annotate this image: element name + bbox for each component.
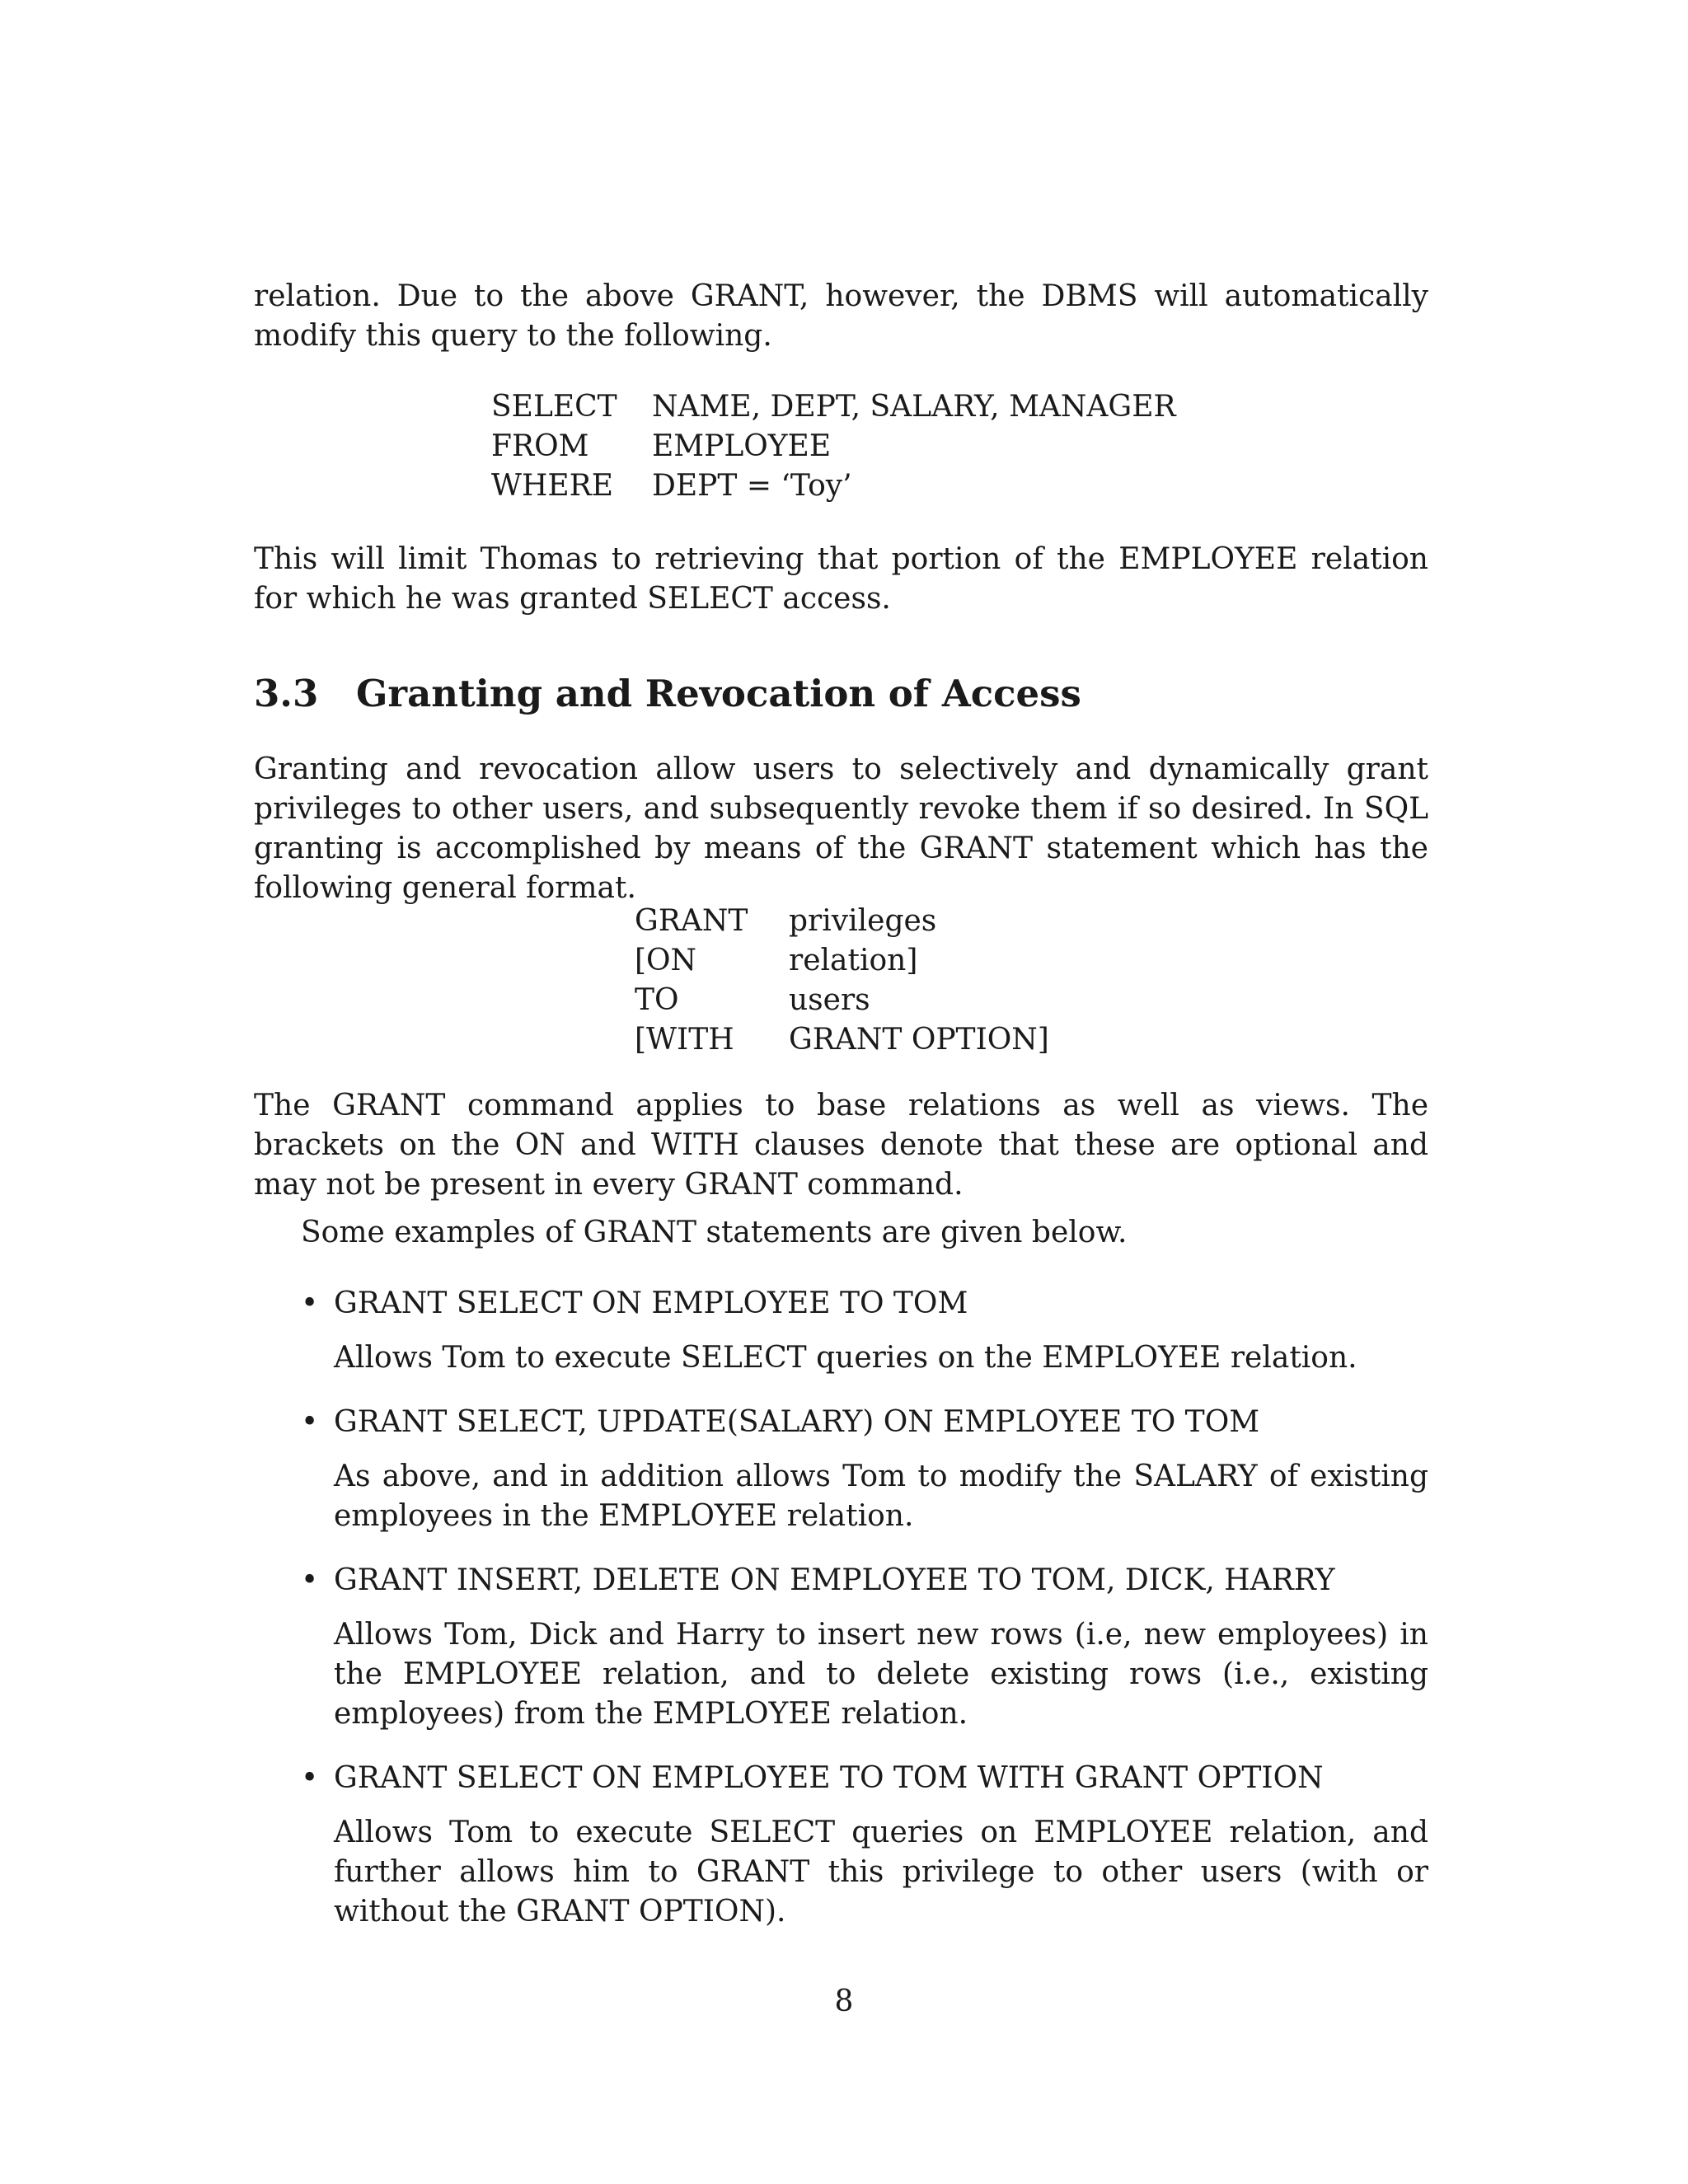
- query-row: [491, 466, 1176, 506]
- grant-format-keyword: GRANT: [635, 904, 748, 938]
- paragraph-intro: relation. Due to the above GRANT, however, the DBMS will automatically modify this query to the following.: [254, 279, 1428, 353]
- bullet-marker: •: [301, 1405, 319, 1439]
- grant-format-row: [635, 902, 1049, 941]
- section-number: 3.3: [254, 672, 319, 715]
- grant-format-argument: GRANT OPTION]: [789, 1023, 1049, 1057]
- grant-format-row: [635, 941, 1049, 981]
- example-command: GRANT SELECT ON EMPLOYEE TO TOM: [334, 1286, 968, 1320]
- query-keyword: WHERE: [491, 469, 614, 503]
- grant-format-argument: privileges: [789, 904, 937, 938]
- query-argument: NAME, DEPT, SALARY, MANAGER: [652, 390, 1176, 424]
- query-keyword: SELECT: [491, 390, 617, 424]
- grant-format-keyword: [WITH: [635, 1023, 734, 1057]
- query-block: [491, 387, 1176, 506]
- bullet-marker: •: [301, 1286, 319, 1320]
- query-argument: DEPT = ‘Toy’: [652, 469, 852, 503]
- section-title: Granting and Revocation of Access: [356, 672, 1081, 715]
- example-description: As above, and in addition allows Tom to modify the SALARY of existing employees in the EMPLOYEE relation.: [334, 1460, 1428, 1533]
- grant-format-row: [635, 1020, 1049, 1060]
- query-keyword: FROM: [491, 429, 589, 463]
- paragraph-granting: Granting and revocation allow users to selectively and dynamically grant privileges to other users, and subsequently revoke them if so desired. In SQL granting is accomplished by means of the GRANT statement which has the following general format.: [254, 752, 1428, 905]
- example-command: GRANT SELECT ON EMPLOYEE TO TOM WITH GRANT OPTION: [334, 1761, 1324, 1795]
- paragraph-limit: This will limit Thomas to retrieving that portion of the EMPLOYEE relation for which he was granted SELECT access.: [254, 542, 1428, 616]
- grant-format-block: [635, 902, 1049, 1060]
- example-description: Allows Tom to execute SELECT queries on EMPLOYEE relation, and further allows him to GRANT this privilege to other users (with or without the GRANT OPTION).: [334, 1816, 1428, 1929]
- example-description: Allows Tom to execute SELECT queries on the EMPLOYEE relation.: [334, 1341, 1357, 1375]
- grant-format-keyword: TO: [635, 983, 679, 1017]
- section-heading: [254, 669, 1081, 719]
- grant-format-keyword: [ON: [635, 944, 697, 977]
- query-row: [491, 427, 1176, 466]
- example-command: GRANT INSERT, DELETE ON EMPLOYEE TO TOM, DICK, HARRY: [334, 1563, 1335, 1597]
- example-command: GRANT SELECT, UPDATE(SALARY) ON EMPLOYEE TO TOM: [334, 1405, 1260, 1439]
- query-row: [491, 387, 1176, 427]
- paragraph-brackets: The GRANT command applies to base relations as well as views. The brackets on the ON and WITH clauses denote that these are optional and may not be present in every GRANT command.: [254, 1089, 1428, 1202]
- grant-format-argument: relation]: [789, 944, 918, 977]
- bullet-marker: •: [301, 1563, 319, 1597]
- paragraph-examples: Some examples of GRANT statements are given below.: [301, 1216, 1128, 1249]
- grant-format-argument: users: [789, 983, 870, 1017]
- page-number: 8: [834, 1985, 854, 2018]
- bullet-marker: •: [301, 1761, 319, 1795]
- grant-format-row: [635, 981, 1049, 1020]
- example-description: Allows Tom, Dick and Harry to insert new rows (i.e, new employees) in the EMPLOYEE relation, and to delete existing rows (i.e., existing employees) from the EMPLOYEE relation.: [334, 1618, 1428, 1731]
- query-argument: EMPLOYEE: [652, 429, 832, 463]
